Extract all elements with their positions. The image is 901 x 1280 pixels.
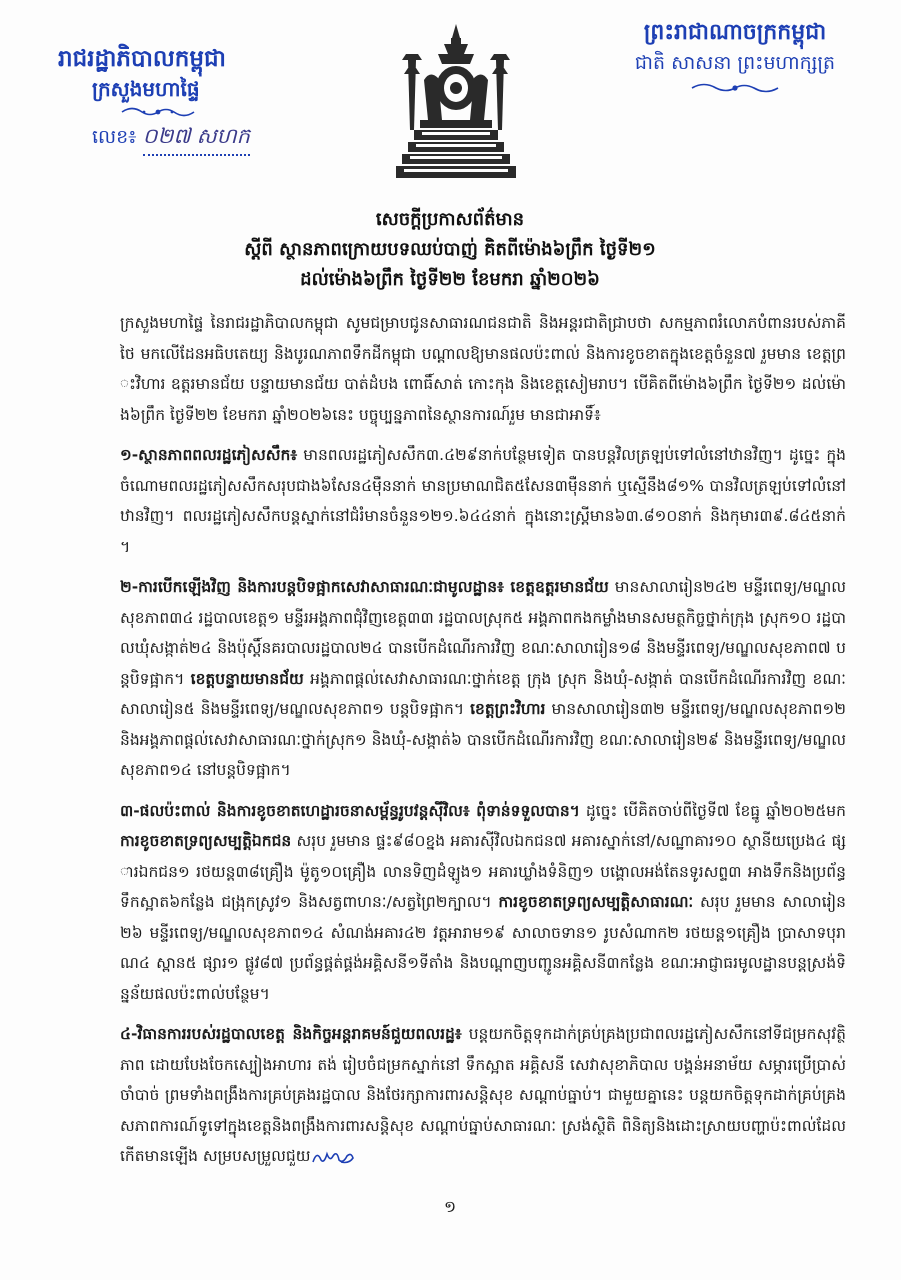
section-3-heading-c: ការខូចខាតទ្រព្យសម្បត្តិសាធារណៈ [498,893,694,911]
kingdom-name: ព្រះរាជាណាចក្រកម្ពុជា [643,20,827,45]
title-line-3: ដល់ម៉ោង៦ព្រឹក ថ្ងៃទី២២ ខែមករា ឆ្នាំ២០២៦ [300,269,600,290]
reference-number: ០២៧ [142,124,191,149]
ministry-name: ក្រសួងមហាផ្ទៃ [92,77,200,102]
section-2-text-c: មានសាលារៀន៣២ មន្ទីរពេទ្យ/មណ្ឌលសុខភាព១២ និងអង្គភាពផ្តល់សេវាសាធារណៈថ្នាក់ស្រុក១ និងឃុំ-សង្កាត់៦ បានបើកដំណើរការវិញ ខណៈសាលារៀន២៩ និងមន្ទីរពេទ្យ/មណ្ឌលសុខភាព១៤ នៅបន្តបិទផ្អាក។ [120,700,846,779]
royal-coat-of-arms-icon [394,20,518,186]
section-4-text: បន្តយកចិត្តទុកដាក់គ្រប់គ្រងប្រជាពលរដ្ឋភៀសសឹកនៅទីជម្រកសុវត្ថិភាព ដោយបែងចែកស្បៀងអាហារ តង់ រៀបចំជម្រកស្នាក់នៅ ទឹកស្អាត អគ្គិសនី សេវាសុខាភិបាល បង្គន់អនាម័យ សម្ភារប្រើប្រាស់ចាំបាច់ ព្រមទាំងពង្រឹងការគ្រប់គ្រងរដ្ឋបាល និងថែរក្សាការពារសន្តិសុខ សណ្តាប់ធ្នាប់។ ជាមួយគ្នានេះ បន្តយកចិត្តទុកដាក់គ្រប់គ្រងសភាពការណ៍ទូទៅក្នុងខេត្តនិងពង្រឹងការពារសន្តិសុខ សណ្តាប់ធ្នាប់សាធារណៈ ស្រង់ស្ថិតិ ពិនិត្យនិងដោះស្រាយបញ្ហាប៉ះពាល់ដែលកើតមានឡើង សម្របសម្រួលជួយ [120,1025,846,1165]
section-3-text-b: សរុប រួមមាន ផ្ទះ៩៨០ខ្នង អគារស៊ីវិលឯកជន៧ អគារស្នាក់នៅ/សណ្ឋាគារ១០ ស្ថានីយប្រេង៤ ផ្សារឯកជន១ រថយន្ត៣៨គ្រឿង ម៉ូតូ១០គ្រឿង លានទិញដំឡូង១ អគារឃ្លាំងទំនិញ១ បង្គោលអង់តែនទូរសព្ទ៣ អាងទឹកនិងប្រព័ន្ធទឹកស្អាត៦កន្លែង ជង្រុកស្រូវ១ និងសត្វពាហនៈ/សត្វព្រៃ២ក្បាល។ [120,832,846,911]
left-header [58,44,318,156]
reference-number-row [92,123,318,156]
handwritten-initials-icon [311,1148,355,1166]
section-3-heading: ៣-ផលប៉ះពាល់ និងការខូចខាតហេដ្ឋារចនាសម្ព័ន្ធរូបវន្តស៊ីវិល៖ ពុំទាន់ទទួលបាន។ [120,801,580,820]
section-4-paragraph [120,1019,846,1172]
right-header [600,18,870,95]
ornament-divider-icon [120,105,196,119]
reference-label: លេខ៖ [92,126,137,149]
section-2-paragraph [120,572,846,786]
section-3-text-c: សរុប រួមមាន សាលារៀន២៦ មន្ទីរពេទ្យ/មណ្ឌលសុខភាព១៤ សំណង់អគារ៤២ វត្តអារាម១៩ សាលាចទាន១ រូបសំណាក២ រថយន្ត១គ្រឿង ប្រាសាទបុរាណ៤ ស្ពាន៥ ផ្សារ១ ផ្លូវ៨៧ ប្រព័ន្ធផ្គត់ផ្គង់អគ្គិសនី១ទីតាំង និងបណ្តាញបញ្ជូនអគ្គិសនី៣កន្លែង ខណៈអាជ្ញាធរមូលដ្ឋានបន្តស្រង់ទិន្នន័យផលប៉ះពាល់បន្ថែម។ [120,893,846,1003]
ornament-divider-icon [690,81,780,95]
section-2-heading: ២-ការបើកឡើងវិញ និងការបន្តបិទផ្អាកសេវាសាធារណៈជាមូលដ្ឋាន៖ ខេត្តឧត្តរមានជ័យ [120,578,609,596]
national-motto: ជាតិ សាសនា ព្រះមហាក្សត្រ [634,51,836,74]
section-3-heading-b: ការខូចខាតទ្រព្យសម្បត្តិឯកជន [120,832,292,850]
section-3-paragraph [120,796,846,1010]
section-3-text-a: ដូច្នេះ បើគិតចាប់ពីថ្ងៃទី៧ ខែធ្នូ ឆ្នាំ២០២៥មក [579,801,846,820]
section-2-heading-c: ខេត្តព្រះវិហារ [470,700,546,718]
section-1-paragraph [120,440,846,562]
title-line-2: ស្តីពី ស្ថានភាពក្រោយបទឈប់បាញ់ គិតពីម៉ោង៦ព្រឹក ថ្ងៃទី២១ [244,239,656,260]
page-number: ១ [443,1197,457,1216]
intro-text: ក្រសួងមហាផ្ទៃ នៃរាជរដ្ឋាភិបាលកម្ពុជា សូមជម្រាបជូនសាធារណជនជាតិ និងអន្តរជាតិជ្រាបថា សកម្មភាពរំលោភបំពានរបស់ភាគីថៃ មកលើដែនអធិបតេយ្យ និងបូរណភាពទឹកដីកម្ពុជា បណ្តាលឱ្យមានផលប៉ះពាល់ និងការខូចខាតក្នុងខេត្តចំនួន៧ រួមមាន ខេត្តព្រះវិហារ ឧត្តរមានជ័យ បន្ទាយមានជ័យ បាត់ដំបង ពោធិ៍សាត់ កោះកុង និងខេត្តសៀមរាប។ បើគិតពីម៉ោង៦ព្រឹក ថ្ងៃទី២១ ដល់ម៉ោង៦ព្រឹក ថ្ងៃទី២២ ខែមករា ឆ្នាំ២០២៦នេះ បច្ចុប្បន្នភាពនៃស្ថានការណ៍រួម មានជាអាទិ៍៖ [120,314,846,424]
intro-paragraph [120,308,846,430]
reference-suffix: សហក [196,124,250,149]
section-2-text-a: មានសាលារៀន២៤២ មន្ទីរពេទ្យ/មណ្ឌលសុខភាព៣៤ រដ្ឋបាលខេត្ត១ មន្ទីរអង្គភាពជុំវិញខេត្ត៣៣ រដ្ឋបាលស្រុក៥ អង្គភាពកងកម្លាំងមានសមត្ថកិច្ចថ្នាក់ក្រុង ស្រុក១០ រដ្ឋបាលឃុំសង្កាត់២៤ និងប៉ុស្តិ៍នគរបាលរដ្ឋបាល២៤ បានបើកដំណើរការវិញ ខណៈសាលារៀន១៨ និងមន្ទីរពេទ្យ/មណ្ឌលសុខភាព៧ បន្តបិទផ្អាក។ [120,578,846,688]
title-line-1: សេចក្តីប្រកាសព័ត៌មាន [375,209,525,230]
section-2-text-b: អង្គភាពផ្តល់សេវាសាធារណៈថ្នាក់ខេត្ត ក្រុង ស្រុក និងឃុំ-សង្កាត់ បានបើកដំណើរការវិញ ខណៈសាលារៀន៥ និងមន្ទីរពេទ្យ/មណ្ឌលសុខភាព១ បន្តបិទផ្អាក។ [120,669,846,718]
section-2-heading-b: ខេត្តបន្ទាយមានជ័យ [190,669,304,688]
announcement-body [120,308,846,1182]
section-1-text: មានពលរដ្ឋភៀសសឹក៣.៤២៩នាក់បន្ថែមទៀត បានបន្តវិលត្រឡប់ទៅលំនៅឋានវិញ។ ដូច្នេះ ក្នុងចំណោមពលរដ្ឋភៀសសឹកសរុបជាង៦សែន៤ម៉ឺននាក់ មានប្រមាណជិត៥សែន៣ម៉ឺននាក់ ឬស្មើនឹង៨១% បានវិលត្រឡប់ទៅលំនៅឋានវិញ។ ពលរដ្ឋភៀសសឹកបន្តស្នាក់នៅជំរំមានចំនួន១២១.៦៤៤នាក់ ក្នុងនោះស្ត្រីមាន៦៣.៨១០នាក់ និងកុមារ៣៩.៨៤៥នាក់។ [120,446,846,556]
announcement-title [150,205,750,295]
section-4-heading: ៤-វិធានការរបស់រដ្ឋបាលខេត្ត និងកិច្ចអន្តរាគមន៍ជួយពលរដ្ឋ៖ [120,1025,462,1043]
government-name: រាជរដ្ឋាភិបាលកម្ពុជា [58,46,226,72]
section-1-heading: ១-ស្ថានភាពពលរដ្ឋភៀសសឹក៖ [120,446,298,464]
